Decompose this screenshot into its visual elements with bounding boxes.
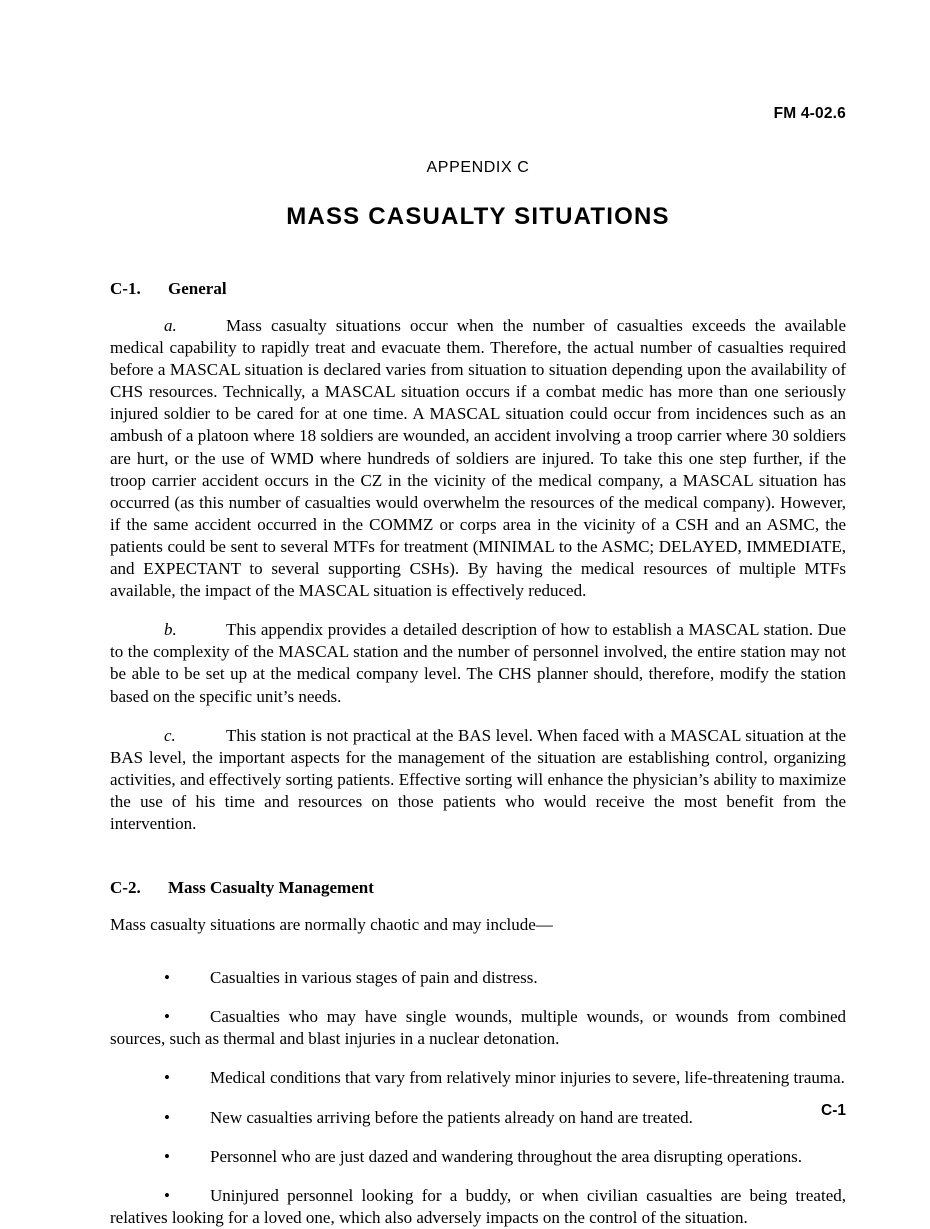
section-title-c1: General [168,279,227,298]
bullet-icon: • [164,968,170,988]
bullet-icon: • [164,1185,170,1205]
bullet-icon: • [164,1007,170,1027]
appendix-label: APPENDIX C [426,159,530,176]
section-number-c1: C-1. [110,279,141,298]
paragraph-text-a: Mass casualty situations occur when the number of casualties exceeds the available medical capability to rapidly treat and evacuate them. Therefore, the actual number of casualties required before a MASCAL situation is declared varies from situation to situation depending upon the availability of CHS resources. Technically, a MASCAL situation occurs if a combat medic has more than one seriously injured soldier to be cared for at one time. A MASCAL situation could occur from incidences such as an ambush of a platoon where 18 soldiers are wounded, an accident involving a troop carrier where 30 soldiers are hurt, or the use of WMD where hundreds of soldiers are injured. To take this one step further, if the troop carrier accident occurs in the CZ in the vicinity of the medical company, a MASCAL situation has occurred (as this number of casualties would overwhelm the resources of the medical company). However, if the same accident occurred in the COMMZ or corps area in the vicinity of a CSH and an ASMC, the patients could be sent to several MTFs for treatment (MINIMAL to the ASMC; DELAYED, IMMEDIATE, and EXPECTANT to several supporting CSHs). By having the medical resources of multiple MTFs available, the impact of the MASCAL situation is effectively reduced. [110,316,846,601]
paragraph-label-a: a. [164,316,177,335]
section-heading-c2 [110,878,846,898]
paragraph-label-c: c. [164,725,176,745]
section-c2-intro: Mass casualty situations are normally chaotic and may include— [110,915,553,935]
list-item-text: Medical conditions that vary from relatively minor injuries to severe, life-threatening trauma. [210,1068,845,1088]
list-spacer [110,953,846,967]
list-item [110,967,846,989]
list-item-text: Casualties who may have single wounds, multiple wounds, or wounds from combined sources, such as thermal and blast injuries in a nuclear detonation. [110,1007,846,1049]
section-heading-c1 [110,279,846,299]
list-item [110,1107,846,1129]
list-item-text: Personnel who are just dazed and wandering throughout the area disrupting operations. [210,1146,803,1166]
page-number: C-1 [821,1102,846,1119]
paragraph-c1-b [110,619,846,707]
list-item-text: New casualties arriving before the patients already on hand are treated. [210,1107,693,1127]
paragraph-c1-c [110,725,846,835]
section-number-c2: C-2. [110,878,141,898]
list-item [110,1185,846,1229]
paragraph-text-b: This appendix provides a detailed description of how to establish a MASCAL station. Due to the complexity of the MASCAL station and the number of personnel involved, the entire station may not be able to be set up at the medical company level. The CHS planner should, therefore, modify the station based on the specific unit’s needs. [110,620,846,706]
document-number: FM 4-02.6 [773,105,846,122]
paragraph-c1-a [110,315,846,602]
appendix-title: MASS CASUALTY SITUATIONS [286,203,670,230]
bullet-icon: • [164,1107,170,1127]
paragraph-text-c: This station is not practical at the BAS level. When faced with a MASCAL situation at the BAS level, the important aspects for the management of the situation are establishing control, organizing activities, and effectively sorting patients. Effective sorting will enhance the physician’s ability to maximize the use of his time and resources on those patients who would receive the most benefit from the intervention. [110,725,846,833]
list-item [110,1006,846,1050]
paragraph-label-b: b. [164,620,177,640]
list-item [110,1146,846,1168]
list-item-text: Uninjured personnel looking for a buddy, or when civilian casualties are being treated, relatives looking for a loved one, which also adversely impacts on the control of the situation. [110,1185,846,1227]
section-spacer [110,852,846,878]
bullet-icon: • [164,1146,170,1166]
list-item [110,1067,846,1089]
bullet-icon: • [164,1068,170,1088]
list-item-text: Casualties in various stages of pain and distress. [210,968,538,988]
section-title-c2: Mass Casualty Management [168,878,374,898]
